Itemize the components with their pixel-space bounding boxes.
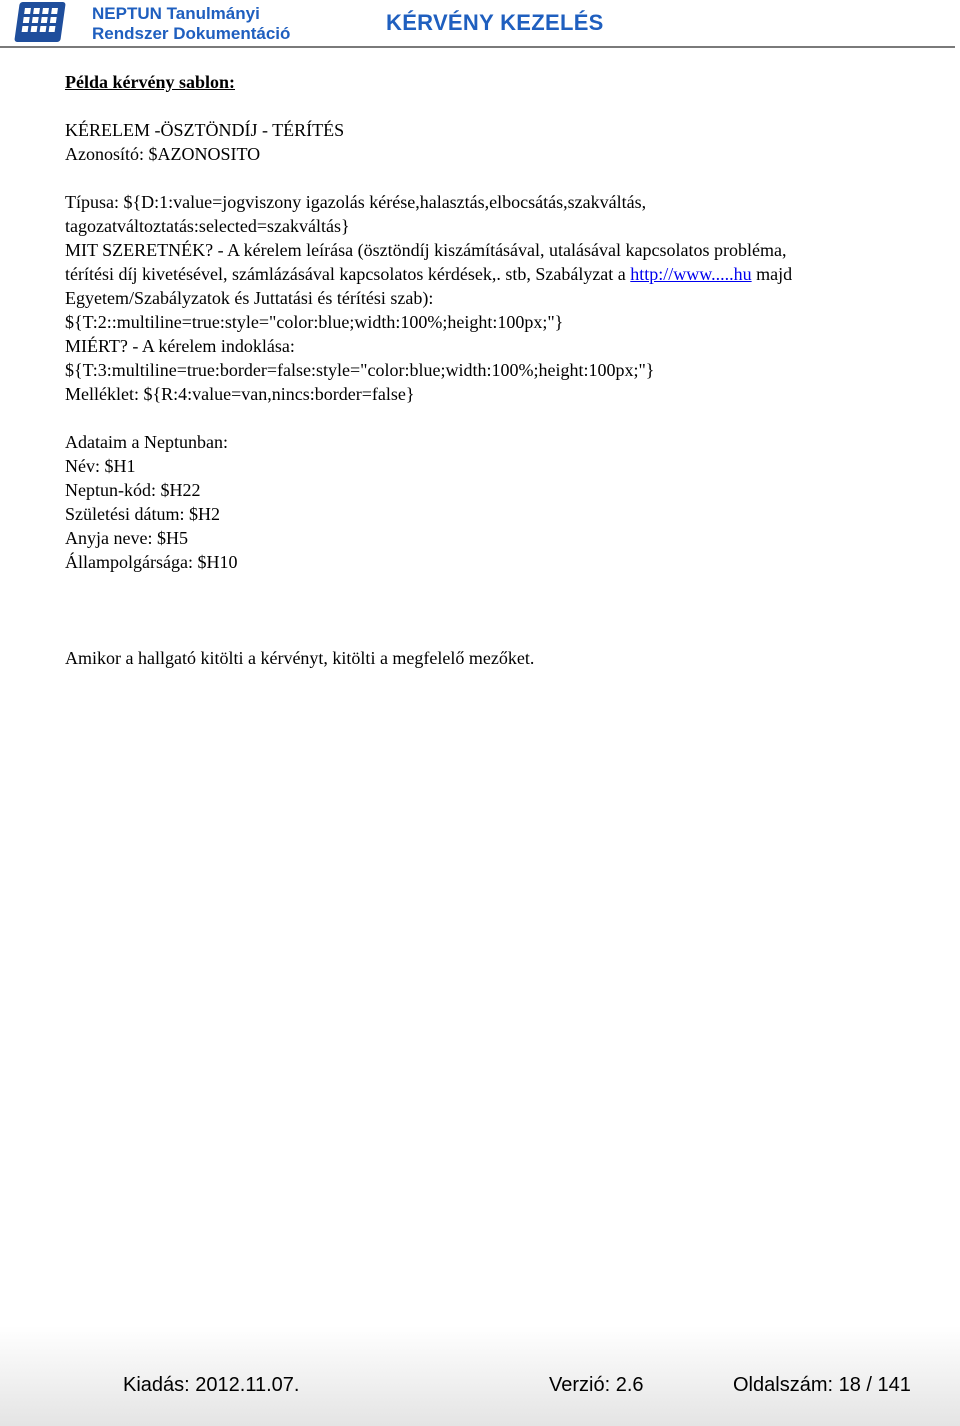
attachment-line: Melléklet: ${R:4:value=van,nincs:border=false} (65, 384, 415, 404)
identifier-line: Azonosító: $AZONOSITO (65, 144, 261, 164)
what-line-2 (65, 262, 925, 286)
page-footer (0, 1326, 960, 1426)
spacer (65, 598, 925, 622)
regulation-link[interactable]: http://www.....hu (630, 264, 752, 284)
version-label: Verzió: 2.6 (549, 1374, 644, 1396)
closing-line: Amikor a hallgató kitölti a kérvényt, kitölti a megfelelő mezőket. (65, 648, 535, 668)
section-title: Példa kérvény sablon: (65, 72, 236, 92)
what-line-1: MIT SZERETNÉK? - A kérelem leírása (ösztöndíj kiszámításával, utalásával kapcsolatos probléma, (65, 240, 787, 260)
field-t2-line: ${T:2::multiline=true:style="color:blue;width:100%;height:100px;"} (65, 312, 564, 332)
spacer (65, 166, 925, 190)
what-line-2-text: térítési díj kivetésével, számlázásával kapcsolatos kérdések,. stb, Szabályzat a (65, 264, 631, 284)
header-title-line2: Rendszer Dokumentáció (92, 24, 291, 43)
form-title: KÉRELEM -ÖSZTÖNDÍJ - TÉRÍTÉS (65, 120, 345, 140)
type-line-2: tagozatváltoztatás:selected=szakváltás} (65, 216, 350, 236)
birth-date-line: Születési dátum: $H2 (65, 504, 220, 524)
type-line-1: Típusa: ${D:1:value=jogviszony igazolás kérése,halasztás,elbocsátás,szakváltás, (65, 192, 647, 212)
spacer (65, 574, 925, 598)
what-line-3: Egyetem/Szabályzatok és Juttatási és térítési szab): (65, 288, 434, 308)
field-t3-line: ${T:3:multiline=true:border=false:style="color:blue;width:100%;height:100px;"} (65, 360, 655, 380)
data-title: Adataim a Neptunban: (65, 432, 228, 452)
citizenship-line: Állampolgársága: $H10 (65, 552, 238, 572)
header-divider (0, 46, 955, 48)
what-line-2-end: majd (751, 264, 793, 284)
spacer (65, 406, 925, 430)
header-title-line1: NEPTUN Tanulmányi (92, 4, 260, 23)
neptun-logo-icon (14, 2, 66, 42)
name-line: Név: $H1 (65, 456, 136, 476)
page-number: Oldalszám: 18 / 141 (733, 1374, 911, 1396)
header-system-title (92, 4, 290, 44)
page-header (0, 0, 960, 48)
release-date: Kiadás: 2012.11.07. (123, 1374, 300, 1396)
document-body (65, 70, 925, 670)
header-document-title: KÉRVÉNY KEZELÉS (386, 10, 604, 35)
mother-name-line: Anyja neve: $H5 (65, 528, 188, 548)
spacer (65, 622, 925, 646)
why-line: MIÉRT? - A kérelem indoklása: (65, 336, 295, 356)
neptun-code-line: Neptun-kód: $H22 (65, 480, 201, 500)
